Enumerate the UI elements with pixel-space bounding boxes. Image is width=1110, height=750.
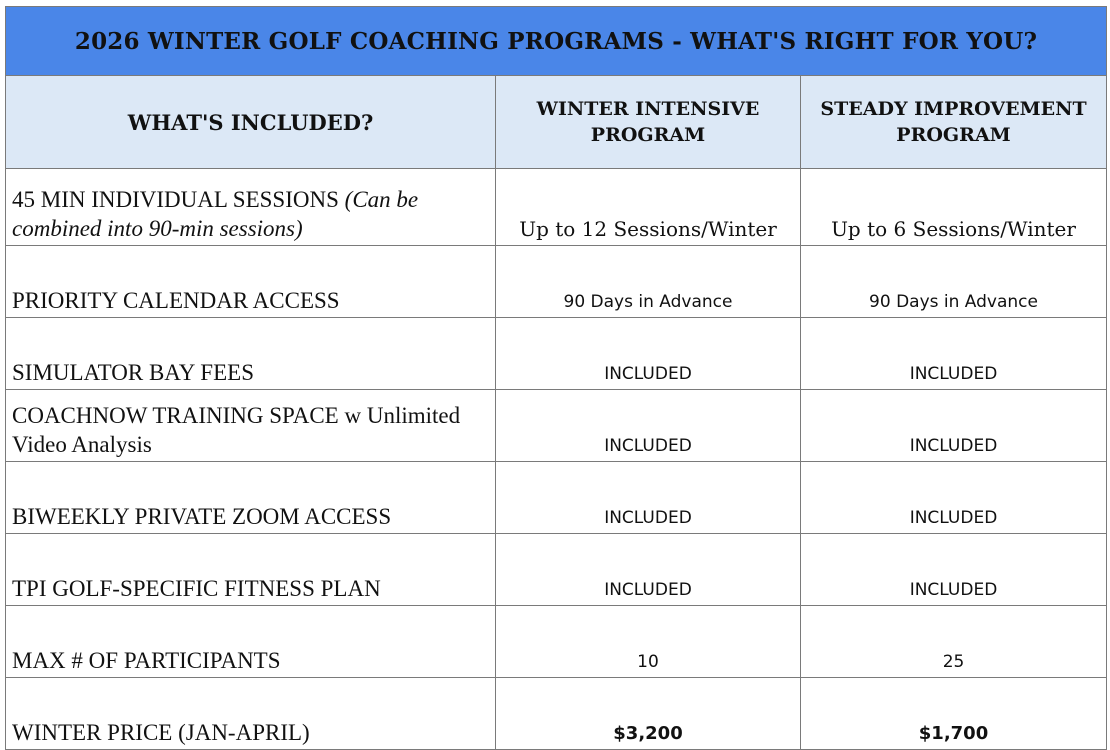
winter-intensive-value: INCLUDED [496, 318, 801, 390]
table-row [6, 462, 1107, 534]
table-row [6, 534, 1107, 606]
table-row [6, 678, 1107, 750]
table-row [6, 246, 1107, 318]
feature-note: (Can be combined into 90-min sessions) [12, 187, 419, 241]
steady-improvement-value: INCLUDED [801, 462, 1107, 534]
programs-comparison-table [5, 6, 1107, 750]
feature-label: SIMULATOR BAY FEES [6, 318, 496, 390]
feature-label: BIWEEKLY PRIVATE ZOOM ACCESS [6, 462, 496, 534]
table-row [6, 606, 1107, 678]
header-whats-included: WHAT'S INCLUDED? [6, 76, 496, 169]
table-title: 2026 WINTER GOLF COACHING PROGRAMS - WHAT'S RIGHT FOR YOU? [6, 7, 1107, 76]
winter-intensive-value: 10 [496, 606, 801, 678]
winter-intensive-value: INCLUDED [496, 462, 801, 534]
table-row [6, 390, 1107, 462]
steady-improvement-value: 90 Days in Advance [801, 246, 1107, 318]
steady-improvement-value: 25 [801, 606, 1107, 678]
feature-label: WINTER PRICE (JAN-APRIL) [6, 678, 496, 750]
steady-improvement-value: Up to 6 Sessions/Winter [801, 169, 1107, 246]
winter-intensive-value: 90 Days in Advance [496, 246, 801, 318]
feature-label: 45 MIN INDIVIDUAL SESSIONS [12, 187, 339, 212]
winter-intensive-price: $3,200 [496, 678, 801, 750]
feature-label: TPI GOLF-SPECIFIC FITNESS PLAN [6, 534, 496, 606]
feature-label: MAX # OF PARTICIPANTS [6, 606, 496, 678]
table-row [6, 169, 1107, 246]
feature-label: PRIORITY CALENDAR ACCESS [6, 246, 496, 318]
steady-improvement-value: INCLUDED [801, 390, 1107, 462]
header-row [6, 76, 1107, 169]
steady-improvement-price: $1,700 [801, 678, 1107, 750]
feature-label: COACHNOW TRAINING SPACE w Unlimited Video Analysis [6, 390, 496, 462]
winter-intensive-value: INCLUDED [496, 534, 801, 606]
header-steady-improvement: STEADY IMPROVEMENT PROGRAM [801, 76, 1107, 169]
title-row [6, 7, 1107, 76]
steady-improvement-value: INCLUDED [801, 318, 1107, 390]
steady-improvement-value: INCLUDED [801, 534, 1107, 606]
feature-cell [6, 169, 496, 246]
table-row [6, 318, 1107, 390]
winter-intensive-value: INCLUDED [496, 390, 801, 462]
header-winter-intensive: WINTER INTENSIVE PROGRAM [496, 76, 801, 169]
winter-intensive-value: Up to 12 Sessions/Winter [496, 169, 801, 246]
